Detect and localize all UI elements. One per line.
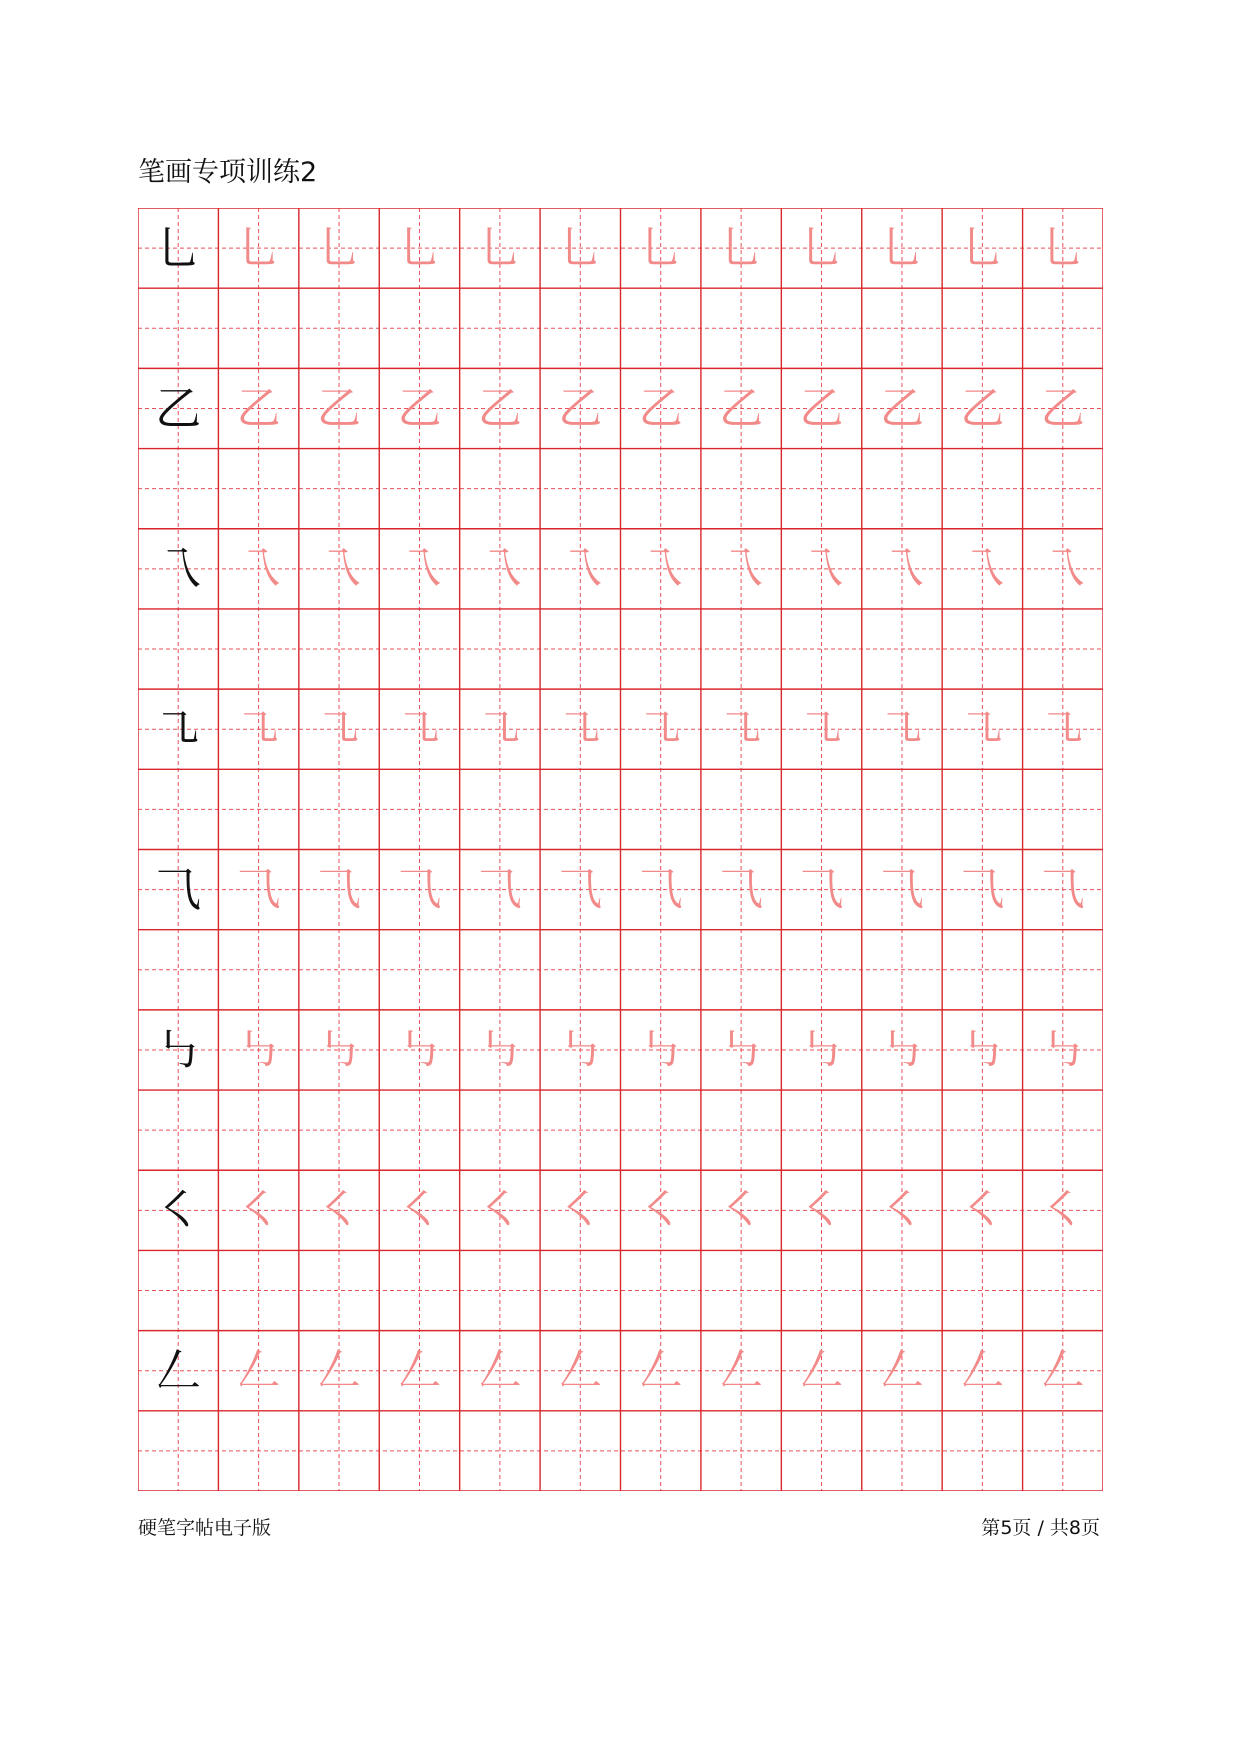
trace-stroke: 乁 bbox=[638, 543, 683, 595]
trace-stroke: ⺄ bbox=[477, 864, 522, 916]
trace-stroke: ㇉ bbox=[558, 1024, 603, 1076]
practice-grid bbox=[138, 208, 1103, 1491]
trace-stroke: ㇈ bbox=[236, 703, 281, 755]
trace-stroke: 乁 bbox=[477, 543, 522, 595]
trace-stroke: 乙 bbox=[638, 382, 683, 434]
page-prefix: 第 bbox=[981, 1517, 1001, 1539]
trace-stroke: ㇉ bbox=[879, 1024, 924, 1076]
trace-stroke: ⺄ bbox=[879, 864, 924, 916]
trace-stroke: ⺄ bbox=[397, 864, 442, 916]
trace-stroke: 乙 bbox=[719, 382, 764, 434]
trace-stroke: 𠃋 bbox=[1040, 1345, 1085, 1397]
trace-stroke: 乙 bbox=[879, 382, 924, 434]
trace-stroke: 𠃋 bbox=[960, 1345, 1005, 1397]
trace-stroke: 乙 bbox=[317, 382, 362, 434]
trace-stroke: ㇛ bbox=[317, 1184, 362, 1236]
trace-stroke: 乙 bbox=[236, 382, 281, 434]
trace-stroke: 𠃋 bbox=[638, 1345, 683, 1397]
trace-stroke: 乚 bbox=[719, 222, 764, 274]
trace-stroke: 乁 bbox=[558, 543, 603, 595]
page-mid: 页 / 共 bbox=[1012, 1517, 1069, 1539]
trace-stroke: ⺄ bbox=[719, 864, 764, 916]
current-page: 5 bbox=[1000, 1517, 1013, 1539]
trace-stroke: 乁 bbox=[719, 543, 764, 595]
trace-stroke: ⺄ bbox=[638, 864, 683, 916]
trace-stroke: 乚 bbox=[397, 222, 442, 274]
trace-stroke: 乚 bbox=[1040, 222, 1085, 274]
model-stroke: 乚 bbox=[155, 221, 202, 276]
model-stroke: ⺄ bbox=[155, 862, 202, 917]
trace-stroke: ㇈ bbox=[960, 703, 1005, 755]
trace-stroke: 乙 bbox=[477, 382, 522, 434]
trace-stroke: 乚 bbox=[558, 222, 603, 274]
trace-stroke: ㇉ bbox=[236, 1024, 281, 1076]
trace-stroke: ㇛ bbox=[477, 1184, 522, 1236]
trace-stroke: ㇈ bbox=[317, 703, 362, 755]
trace-stroke: ⺄ bbox=[236, 864, 281, 916]
trace-stroke: 𠃋 bbox=[879, 1345, 924, 1397]
trace-stroke: 乚 bbox=[236, 222, 281, 274]
footer-title: 硬笔字帖电子版 bbox=[138, 1517, 272, 1539]
trace-stroke: 乙 bbox=[960, 382, 1005, 434]
trace-stroke: 乙 bbox=[397, 382, 442, 434]
trace-stroke: 乙 bbox=[1040, 382, 1085, 434]
trace-stroke: 𠃋 bbox=[317, 1345, 362, 1397]
trace-stroke: 乁 bbox=[236, 543, 281, 595]
trace-stroke: ㇉ bbox=[1040, 1024, 1085, 1076]
trace-stroke: ⺄ bbox=[1040, 864, 1085, 916]
trace-stroke: 𠃋 bbox=[477, 1345, 522, 1397]
trace-stroke: ㇉ bbox=[317, 1024, 362, 1076]
trace-stroke: ㇉ bbox=[638, 1024, 683, 1076]
model-stroke: 乁 bbox=[155, 541, 202, 596]
trace-stroke: ㇈ bbox=[879, 703, 924, 755]
model-stroke: ㇉ bbox=[155, 1022, 202, 1077]
trace-stroke: ㇛ bbox=[1040, 1184, 1085, 1236]
trace-stroke: 𠃋 bbox=[719, 1345, 764, 1397]
trace-stroke: ㇉ bbox=[799, 1024, 844, 1076]
trace-stroke: ㇉ bbox=[719, 1024, 764, 1076]
trace-stroke: ㇛ bbox=[960, 1184, 1005, 1236]
trace-stroke: 乁 bbox=[1040, 543, 1085, 595]
trace-stroke: 乁 bbox=[397, 543, 442, 595]
trace-stroke: ⺄ bbox=[799, 864, 844, 916]
trace-stroke: 𠃋 bbox=[397, 1345, 442, 1397]
trace-stroke: ⺄ bbox=[960, 864, 1005, 916]
trace-stroke: ㇈ bbox=[638, 703, 683, 755]
trace-stroke: ㇈ bbox=[1040, 703, 1085, 755]
trace-stroke: 乚 bbox=[879, 222, 924, 274]
trace-stroke: 𠃋 bbox=[236, 1345, 281, 1397]
model-stroke: ㇛ bbox=[155, 1183, 202, 1238]
trace-stroke: 乚 bbox=[960, 222, 1005, 274]
page-suffix: 页 bbox=[1080, 1517, 1100, 1539]
trace-stroke: ㇉ bbox=[960, 1024, 1005, 1076]
trace-stroke: ㇈ bbox=[558, 703, 603, 755]
trace-stroke: ㇛ bbox=[558, 1184, 603, 1236]
trace-stroke: ㇈ bbox=[719, 703, 764, 755]
trace-stroke: 乁 bbox=[799, 543, 844, 595]
trace-stroke: 乁 bbox=[317, 543, 362, 595]
trace-stroke: ㇛ bbox=[638, 1184, 683, 1236]
trace-stroke: ⺄ bbox=[558, 864, 603, 916]
trace-stroke: 乚 bbox=[477, 222, 522, 274]
trace-stroke: 乚 bbox=[799, 222, 844, 274]
total-pages: 8 bbox=[1068, 1517, 1081, 1539]
trace-stroke: ㇈ bbox=[477, 703, 522, 755]
trace-stroke: ㇛ bbox=[879, 1184, 924, 1236]
trace-stroke: 乁 bbox=[960, 543, 1005, 595]
trace-stroke: ㇛ bbox=[236, 1184, 281, 1236]
trace-stroke: ㇈ bbox=[397, 703, 442, 755]
trace-stroke: ㇈ bbox=[799, 703, 844, 755]
model-stroke: 乙 bbox=[155, 381, 202, 436]
trace-stroke: 乚 bbox=[317, 222, 362, 274]
trace-stroke: 𠃋 bbox=[799, 1345, 844, 1397]
trace-stroke: 𠃋 bbox=[558, 1345, 603, 1397]
page-title: 笔画专项训练2 bbox=[138, 157, 318, 188]
trace-stroke: ⺄ bbox=[317, 864, 362, 916]
trace-stroke: ㇉ bbox=[397, 1024, 442, 1076]
model-stroke: ㇈ bbox=[155, 702, 202, 757]
trace-stroke: ㇉ bbox=[477, 1024, 522, 1076]
trace-stroke: ㇛ bbox=[719, 1184, 764, 1236]
trace-stroke: 乁 bbox=[879, 543, 924, 595]
trace-stroke: ㇛ bbox=[799, 1184, 844, 1236]
trace-stroke: 乚 bbox=[638, 222, 683, 274]
page-counter bbox=[981, 1519, 1100, 1538]
model-stroke: 𠃋 bbox=[155, 1343, 202, 1398]
trace-stroke: 乙 bbox=[558, 382, 603, 434]
trace-stroke: 乙 bbox=[799, 382, 844, 434]
trace-stroke: ㇛ bbox=[397, 1184, 442, 1236]
